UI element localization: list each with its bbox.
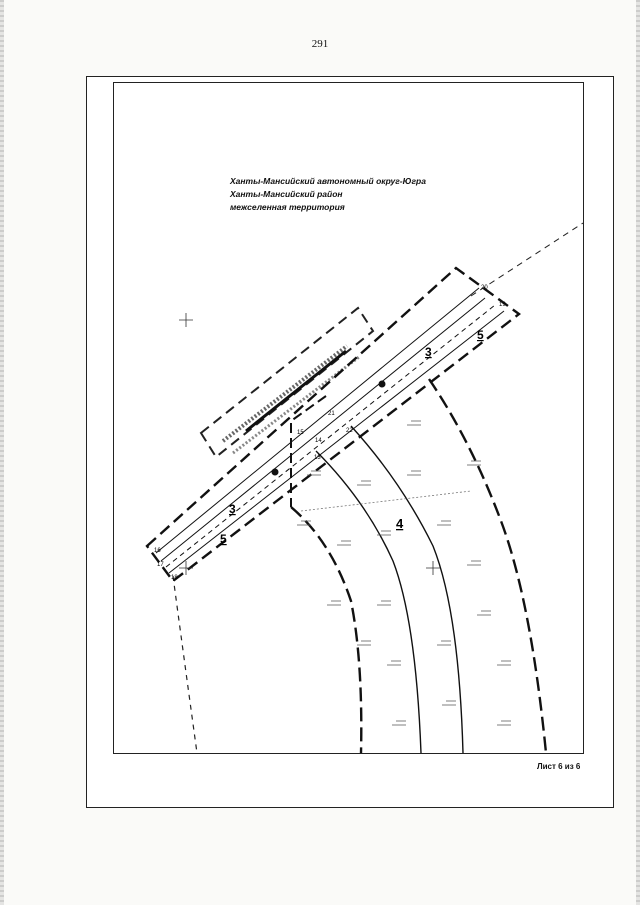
point-number-16: 16 [154, 548, 161, 554]
corridor-centerline [166, 305, 495, 567]
settlement-road [246, 351, 346, 431]
extension-line-ne [471, 223, 583, 296]
point-number-18: 18 [171, 575, 178, 581]
point-number-17: 17 [157, 562, 164, 568]
zone-label-3-lower: 3 [229, 502, 236, 516]
point-number-22: 22 [346, 428, 353, 434]
sheet-label: Лист 6 из 6 [537, 762, 581, 771]
point-number-14: 14 [315, 438, 322, 444]
caption-line-territory: межселенная территория [230, 202, 345, 212]
corridor-line-1 [156, 288, 479, 553]
point-number-21: 21 [328, 411, 335, 417]
point-number-13: 13 [314, 455, 321, 461]
point-number-19: 19 [499, 302, 506, 308]
caption-line-region: Ханты-Мансийский автономный округ-Югра [230, 176, 426, 186]
survey-point-2 [272, 469, 279, 476]
settlement-boundary [201, 308, 373, 457]
corridor-line-2 [161, 298, 485, 561]
map-caption [230, 175, 426, 214]
settlement-row-1 [223, 346, 347, 441]
scan-edge-left [0, 0, 4, 905]
point-number-20: 20 [481, 285, 488, 291]
extension-line-sw [173, 576, 197, 753]
page-number: 291 [311, 38, 329, 50]
caption-line-district: Ханты-Мансийский район [230, 189, 343, 199]
zone-label-3-upper: 3 [425, 345, 432, 359]
zone-label-5-lower: 5 [220, 532, 227, 546]
parcel-boundary-west [291, 507, 361, 753]
zone-label-5-upper: 5 [477, 328, 484, 342]
corridor-outer-boundary [147, 268, 519, 581]
parcel-boundary-east [429, 379, 546, 753]
dotted-line [301, 491, 471, 511]
survey-point-1 [379, 381, 386, 388]
scan-edge-right [636, 0, 640, 905]
point-number-15: 15 [297, 430, 304, 436]
zone-label-4: 4 [396, 516, 404, 531]
